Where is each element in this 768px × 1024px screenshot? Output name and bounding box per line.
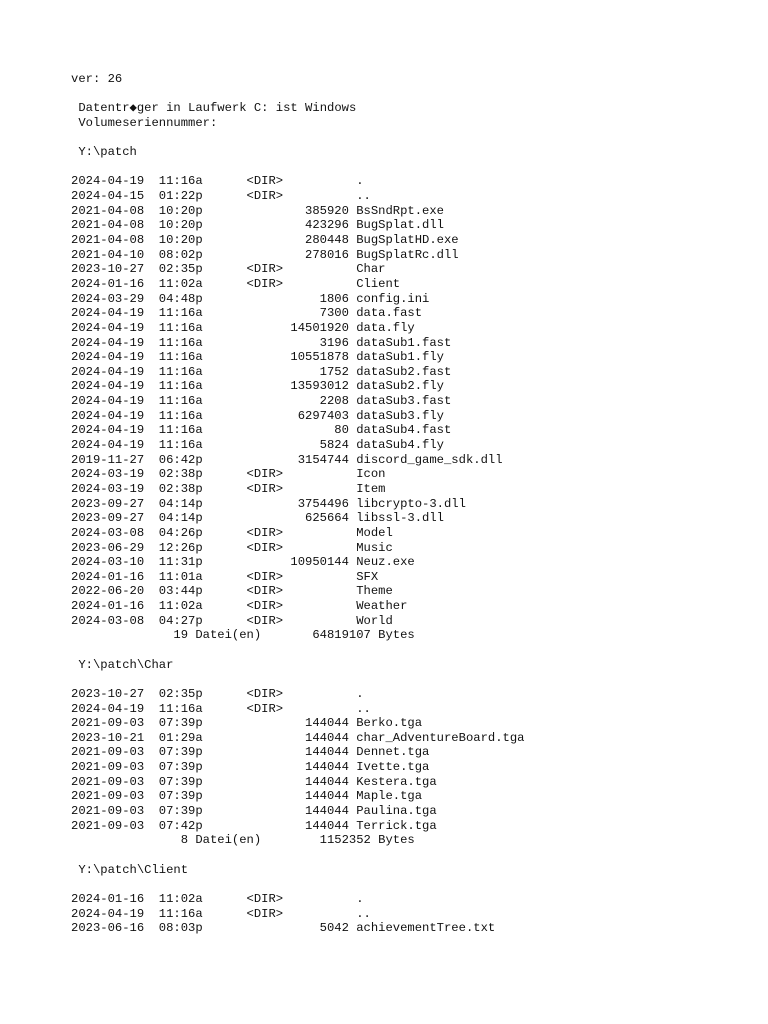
file-entry-row: 2021-09-03 07:39p 144044 Paulina.tga	[71, 804, 437, 819]
file-entry-row: 2024-04-19 11:16a <DIR> .	[71, 174, 364, 189]
blank-line	[71, 643, 524, 658]
volume-serial-line: Volumeseriennummer:	[71, 115, 218, 130]
file-entry-row: 2023-10-21 01:29a 144044 char_AdventureBoard.tga	[71, 730, 525, 745]
file-entry-row: 2024-03-19 02:38p <DIR> Item	[71, 481, 386, 496]
file-entry-row: 2024-04-19 11:16a 13593012 dataSub2.fly	[71, 379, 444, 394]
file-entry-row: 2024-04-19 11:16a <DIR> ..	[71, 906, 371, 921]
directory-path: Y:\patch\Client	[71, 862, 189, 877]
file-entry-row: 2024-04-19 11:16a 6297403 dataSub3.fly	[71, 408, 444, 423]
file-entry-row: 2024-04-19 11:16a 80 dataSub4.fast	[71, 423, 452, 438]
directory-summary: 19 Datei(en) 64819107 Bytes	[71, 628, 415, 643]
file-entry-row: 2024-04-19 11:16a 7300 data.fast	[71, 306, 423, 321]
directory-path: Y:\patch\Char	[71, 657, 174, 672]
blank-line	[71, 848, 524, 863]
file-entry-row: 2024-01-16 11:02a <DIR> .	[71, 891, 364, 906]
file-entry-row: 2023-10-27 02:35p <DIR> .	[71, 686, 364, 701]
blank-line	[71, 672, 524, 687]
file-entry-row: 2021-04-08 10:20p 385920 BsSndRpt.exe	[71, 203, 444, 218]
file-entry-row: 2024-01-16 11:02a <DIR> Client	[71, 276, 401, 291]
file-entry-row: 2023-06-29 12:26p <DIR> Music	[71, 540, 393, 555]
file-entry-row: 2024-03-08 04:26p <DIR> Model	[71, 525, 393, 540]
file-entry-row: 2019-11-27 06:42p 3154744 discord_game_sdk.dll	[71, 452, 503, 467]
file-entry-row: 2022-06-20 03:44p <DIR> Theme	[71, 584, 393, 599]
file-entry-row: 2024-04-19 11:16a <DIR> ..	[71, 701, 371, 716]
blank-line	[71, 131, 524, 146]
file-entry-row: 2024-03-19 02:38p <DIR> Icon	[71, 467, 386, 482]
file-entry-row: 2021-09-03 07:42p 144044 Terrick.tga	[71, 818, 437, 833]
file-entry-row: 2024-03-10 11:31p 10950144 Neuz.exe	[71, 555, 415, 570]
file-entry-row: 2024-04-19 11:16a 2208 dataSub3.fast	[71, 394, 452, 409]
file-entry-row: 2023-10-27 02:35p <DIR> Char	[71, 262, 386, 277]
file-entry-row: 2021-09-03 07:39p 144044 Kestera.tga	[71, 774, 437, 789]
file-entry-row: 2021-09-03 07:39p 144044 Berko.tga	[71, 716, 423, 731]
directory-summary: 8 Datei(en) 1152352 Bytes	[71, 833, 415, 848]
file-entry-row: 2024-04-19 11:16a 10551878 dataSub1.fly	[71, 350, 444, 365]
blank-line	[71, 877, 524, 892]
file-entry-row: 2021-04-08 10:20p 423296 BugSplat.dll	[71, 218, 444, 233]
file-entry-row: 2021-09-03 07:39p 144044 Ivette.tga	[71, 760, 430, 775]
file-entry-row: 2024-04-19 11:16a 5824 dataSub4.fly	[71, 438, 444, 453]
file-entry-row: 2024-01-16 11:01a <DIR> SFX	[71, 569, 379, 584]
version-line: ver: 26	[71, 72, 123, 86]
file-entry-row: 2024-04-19 11:16a 3196 dataSub1.fast	[71, 335, 452, 350]
file-entry-row: 2024-04-19 11:16a 1752 dataSub2.fast	[71, 364, 452, 379]
file-entry-row: 2024-04-15 01:22p <DIR> ..	[71, 189, 371, 204]
directory-path: Y:\patch	[71, 145, 137, 160]
blank-line	[71, 87, 524, 102]
file-entry-row: 2023-09-27 04:14p 3754496 libcrypto-3.dll	[71, 496, 466, 511]
file-entry-row: 2024-03-08 04:27p <DIR> World	[71, 613, 393, 628]
blank-line	[71, 160, 524, 175]
file-entry-row: 2021-09-03 07:39p 144044 Dennet.tga	[71, 745, 430, 760]
file-entry-row: 2023-09-27 04:14p 625664 libssl-3.dll	[71, 511, 444, 526]
file-entry-row: 2024-01-16 11:02a <DIR> Weather	[71, 599, 408, 614]
file-entry-row: 2021-04-08 10:20p 280448 BugSplatHD.exe	[71, 233, 459, 248]
file-entry-row: 2024-03-29 04:48p 1806 config.ini	[71, 291, 430, 306]
volume-label-line: Datentr◆ger in Laufwerk C: ist Windows	[71, 101, 357, 116]
file-entry-row: 2024-04-19 11:16a 14501920 data.fly	[71, 320, 415, 335]
file-entry-row: 2021-04-10 08:02p 278016 BugSplatRc.dll	[71, 247, 459, 262]
file-entry-row: 2023-06-16 08:03p 5042 achievementTree.txt	[71, 921, 496, 936]
file-entry-row: 2021-09-03 07:39p 144044 Maple.tga	[71, 789, 423, 804]
directory-listing	[71, 72, 524, 936]
